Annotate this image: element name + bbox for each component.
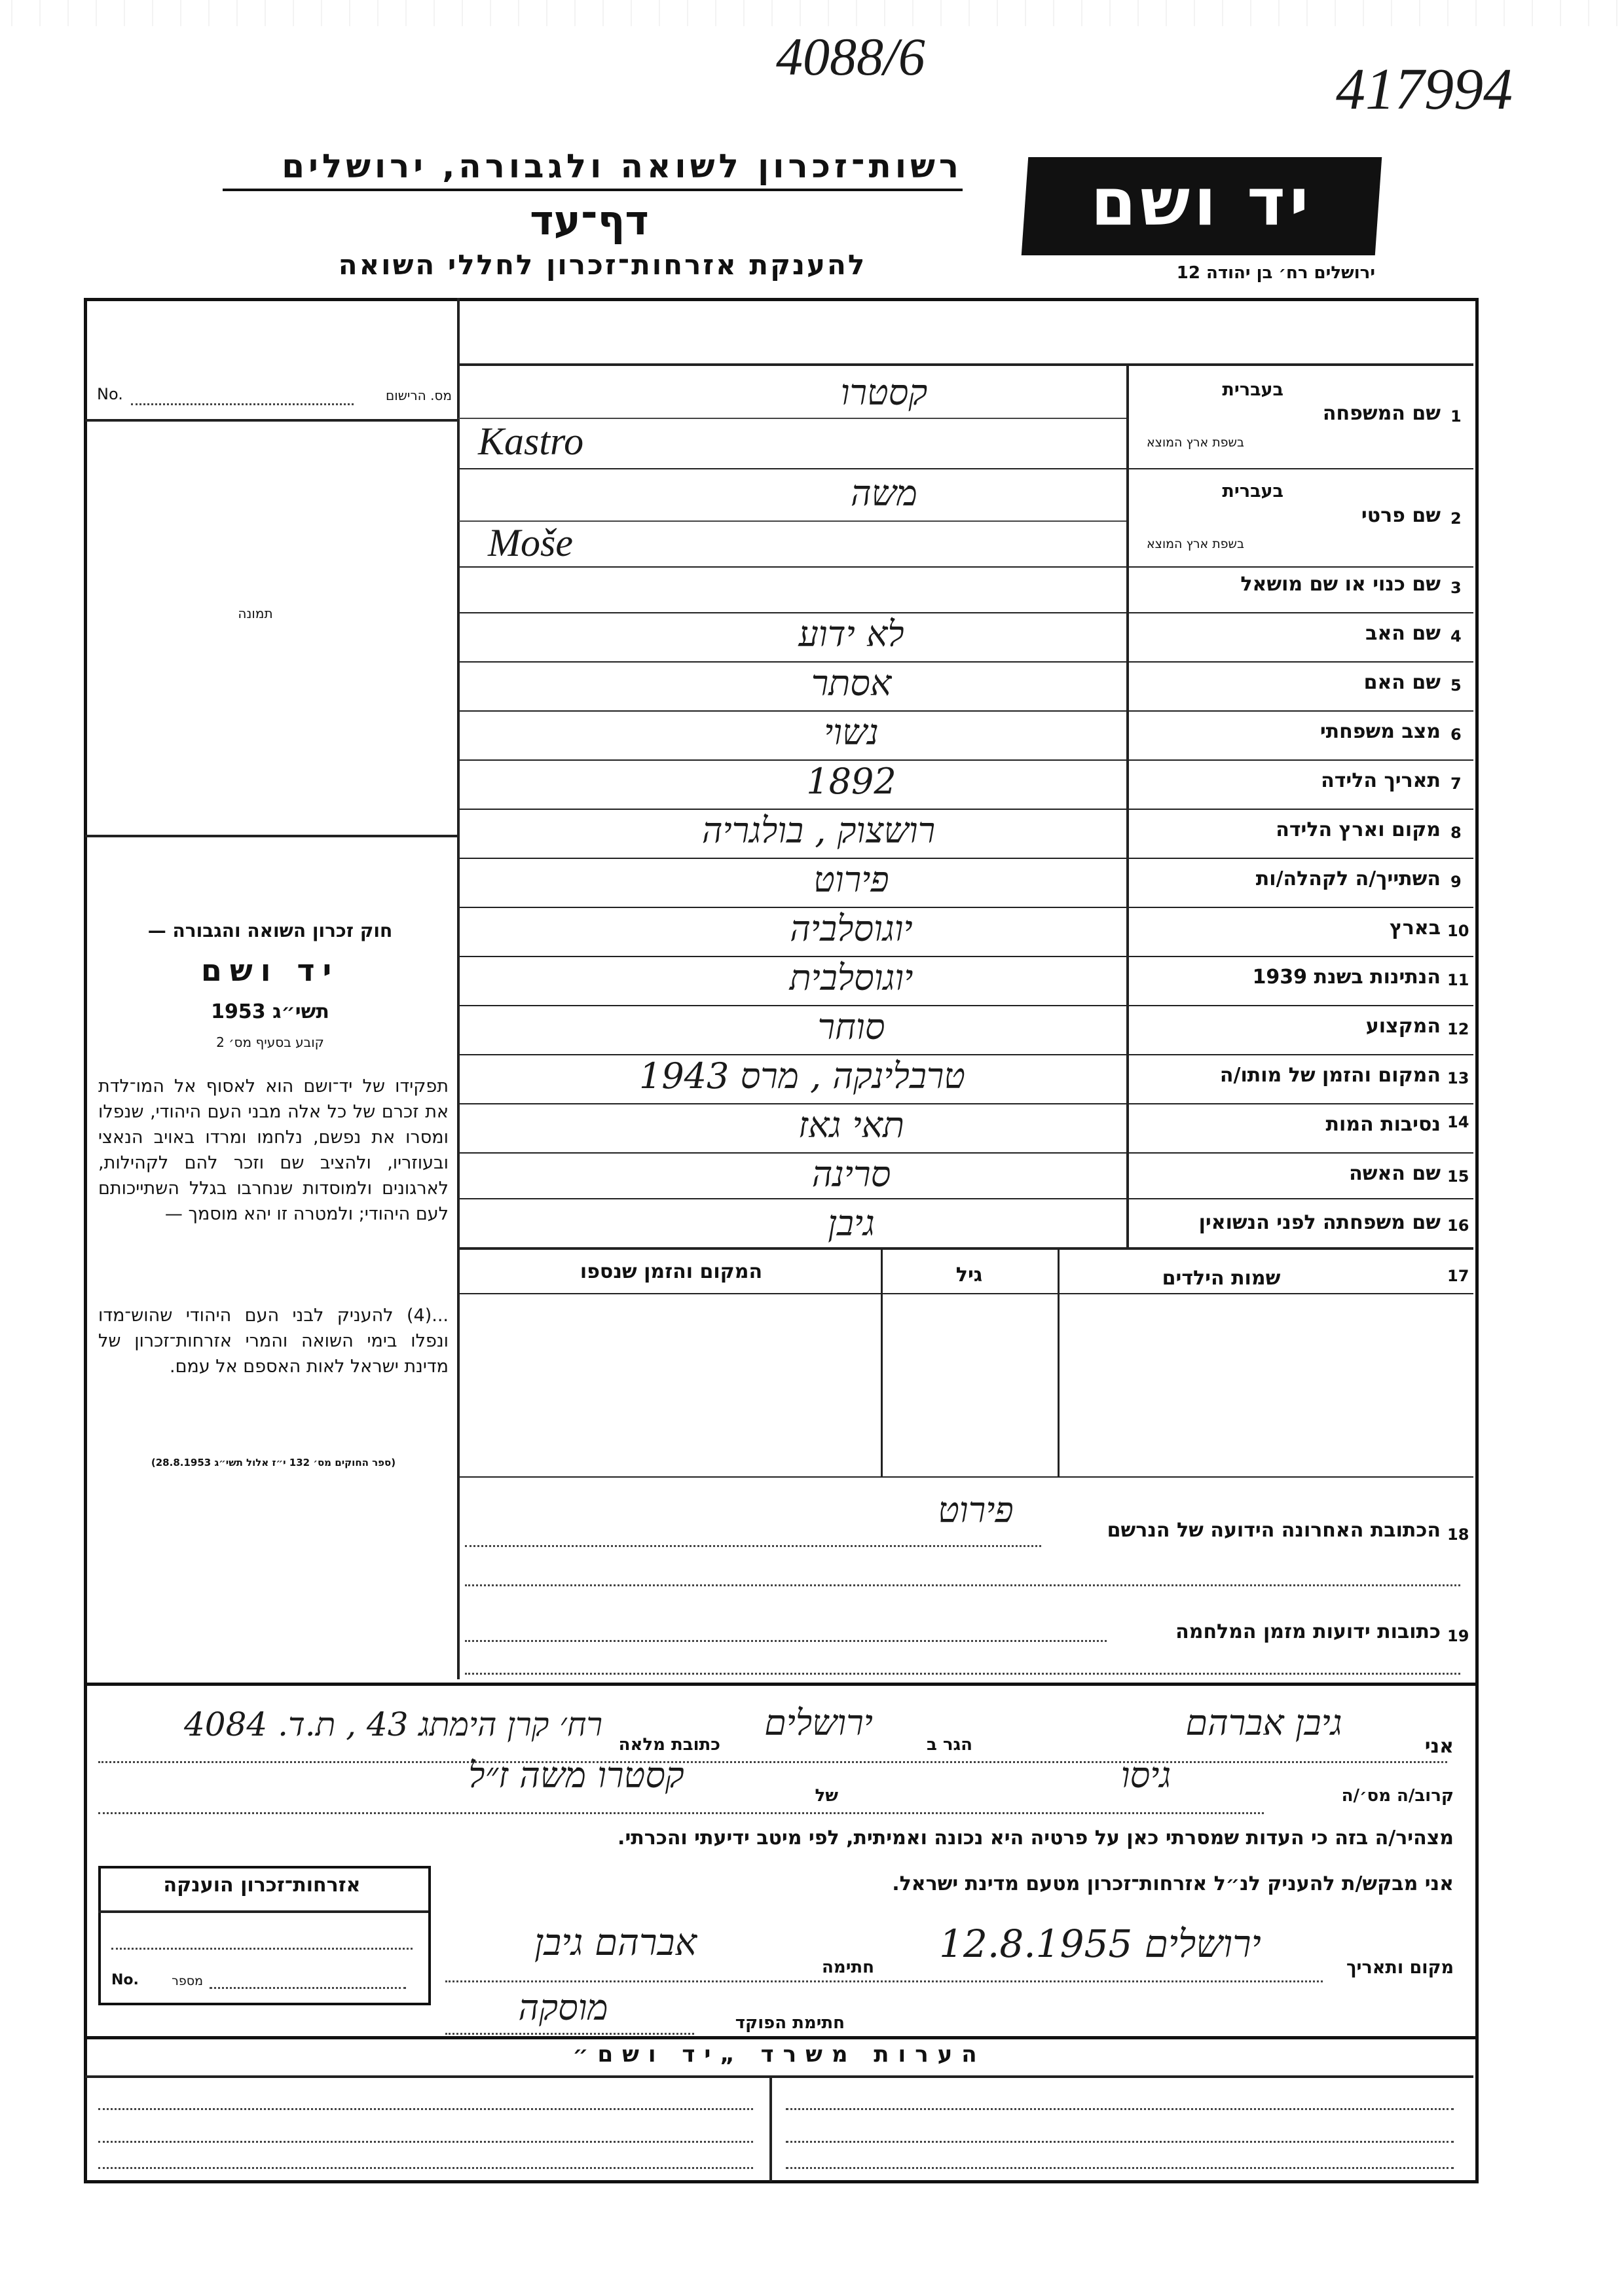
field-10-value: יוגוסלביה (790, 908, 913, 949)
field-15-number: 15 (1447, 1167, 1469, 1186)
field-19-line (465, 1673, 1460, 1675)
field-9-value: פירוט (813, 859, 889, 900)
declaration-line (98, 1812, 1264, 1814)
field-16-value: גיבן (828, 1203, 875, 1244)
officer-line (445, 2033, 694, 2035)
law-heading: חוק זכרון השואה והגבורה — (147, 920, 393, 941)
registration-no-label: No. (97, 385, 123, 403)
field-7-value: 1892 (806, 761, 896, 802)
citizenship-no: No. (111, 1972, 139, 1988)
children-col-divider (881, 1247, 883, 1476)
field-14-value: תאי גאז (798, 1104, 904, 1146)
officer-signature: מוסקה (518, 1987, 608, 2028)
archive-number-right: 417994 (1336, 57, 1513, 122)
field-15-label: שם האשה (1349, 1162, 1441, 1185)
declaration-ani: אני (1424, 1735, 1454, 1758)
field-7-label: תאריך הלידה (1321, 769, 1441, 792)
relation: גיסו (1120, 1755, 1172, 1796)
field-1-number: 1 (1450, 407, 1462, 426)
notes-rule (85, 2075, 1473, 2078)
citizenship-line (111, 1948, 413, 1950)
field-1-sub-foreign: בשפת ארץ המוצא (1146, 435, 1244, 450)
children-place-header: המקום והזמן שנספו (580, 1260, 763, 1283)
registration-no-line (131, 403, 354, 405)
field-line (458, 468, 1473, 469)
field-12-value: סוחר (817, 1006, 885, 1048)
field-1-label: שם המשפחה (1322, 402, 1441, 425)
statement-2: אני מבקש/ת להעניק לנ״ל אזרחות־זכרון מטעם מדינת ישראל. (892, 1872, 1454, 1895)
field-line (458, 1247, 1473, 1250)
field-11-label: הנתינות בשנת 1939 (1252, 966, 1441, 989)
field-8-value: רושצוק , בולגריה (701, 810, 936, 851)
field-1-value-foreign: Kastro (478, 420, 584, 463)
top-divider (458, 363, 1473, 366)
field-9-number: 9 (1450, 873, 1462, 891)
signature-line (445, 1980, 1323, 1982)
field-19-number: 19 (1447, 1627, 1469, 1645)
law-year: תשי״ג 1953 (211, 1000, 329, 1023)
notes-divider (769, 2077, 772, 2181)
form-title: דף־עד (530, 196, 649, 244)
notes-line (786, 2108, 1454, 2110)
field-5-value: אסתר (811, 663, 892, 704)
field-2-sub-foreign: בשפת ארץ המוצא (1146, 537, 1244, 551)
children-bottom-rule (458, 1476, 1473, 1478)
field-4-value: לא ידוע (798, 613, 904, 655)
photo-label: תמונה (238, 606, 273, 621)
field-11-value: יוגוסלבית (789, 957, 913, 998)
notes-line (786, 2141, 1454, 2143)
city: ירושלים (764, 1702, 873, 1743)
field-4-number: 4 (1450, 627, 1462, 646)
field-8-number: 8 (1450, 824, 1462, 842)
field-16-label: שם משפחתה לפני הנשואין (1198, 1211, 1441, 1234)
field-2-sub-hebrew: בעברית (1222, 481, 1283, 501)
place-date-label: מקום ותאריך (1346, 1958, 1454, 1978)
notes-line (98, 2167, 753, 2169)
field-1-sub-hebrew: בעברית (1222, 380, 1283, 400)
law-text-2: ...(4) להעניק לבני העם היהודי שהוש־מדו ונפלו בימי השואה והמרי אזרחות־זכרון של מדינת ישראל לאות האספם אל עמם. (98, 1305, 449, 1377)
citizenship-title: אזרחות־זכרון הוענקה (163, 1874, 361, 1897)
field-18-line (465, 1584, 1460, 1586)
citizenship-number-line (210, 1987, 406, 1989)
field-line (458, 1198, 1473, 1199)
address: ירושלים רח׳ בן יהודה 12 (1176, 263, 1375, 283)
field-14-number: 14 (1447, 1113, 1469, 1131)
citizenship-number-label: מספר (172, 1974, 203, 1988)
field-2-value-hebrew: משה (851, 473, 917, 514)
full-address-label: כתובת מלאה (618, 1735, 720, 1755)
law-text: תפקידו של יד־ושם הוא לאסוף אל המו־לדת את זכרם של כל אלה מבני העם היהודי, שנפלו ומסרו את נפשם, נלחמו ומרדו באויב הנאצי ובעוזריו, ולהציב שם וזכר להם לקהילות, לארגונים ולמוסדות שנחרבו בגלל השתייכותם לעם היהודי; ולמטרה זו יהא מוסמך — (98, 1076, 449, 1224)
deceased-name: קסטרו משה ז״ל (468, 1755, 684, 1796)
notes-line (98, 2108, 753, 2110)
form-subtitle: להענקת אזרחות־זכרון לחללי השואה (338, 249, 867, 281)
signature: אברהם גיבן (534, 1922, 697, 1964)
field-5-label: שם האם (1363, 671, 1441, 694)
field-17-number: 17 (1447, 1267, 1469, 1285)
field-14-label: נסיבות המות (1325, 1113, 1441, 1136)
of-label: של (815, 1786, 838, 1806)
field-19-label: כתובות ידועות מזמן המלחמה (1175, 1620, 1441, 1643)
field-4-label: שם האב (1365, 622, 1441, 645)
declarant-name: גיבן אברהם (1185, 1702, 1342, 1743)
field-5-number: 5 (1450, 676, 1462, 695)
field-3-label: שם כנוי או שם מושאל (1240, 573, 1441, 596)
field-9-label: השתייך/ה לקהלה/ות (1255, 867, 1441, 890)
photo-bottom-rule (85, 835, 458, 837)
registration-label: מס. הרישום (386, 388, 452, 403)
notes-title: הערות משרד „יד ושם״ (572, 2041, 986, 2068)
officer-label: חתימת הפוקד (735, 2013, 845, 2033)
field-13-number: 13 (1447, 1069, 1469, 1087)
authority-title: רשות־זכרון לשואה ולגבורה, ירושלים (282, 147, 963, 185)
authority-underline (223, 189, 963, 191)
field-13-label: המקום והזמן של מותו/ה (1219, 1064, 1441, 1087)
law-section: קובע בסעיף מס׳ 2 (216, 1034, 324, 1050)
field-19-line (465, 1640, 1107, 1642)
notes-line (786, 2167, 1454, 2169)
notes-line (98, 2141, 753, 2143)
left-column-divider (457, 298, 460, 1679)
field-18-line (465, 1545, 1041, 1547)
resides-in-label: הגר ב (926, 1735, 972, 1755)
children-names-header: שמות הילדים (1162, 1267, 1281, 1290)
labels-divider (1126, 363, 1129, 1247)
field-2-label: שם פרטי (1361, 504, 1441, 527)
field-8-label: מקום וארץ הלידה (1276, 818, 1441, 841)
field-6-label: מצב משפחתי (1320, 720, 1441, 743)
field-12-number: 12 (1447, 1020, 1469, 1038)
field-12-label: המקצוע (1365, 1015, 1441, 1038)
field-13-value: טרבלינקה , מרס 1943 (638, 1055, 966, 1097)
field-6-value: נשוי (824, 712, 879, 753)
statement-1: מצהיר/ה בזה כי העדות שמסרתי כאן על פרטיה היא נכונה ואמיתית, לפי מיטב ידיעתי והכרתי. (618, 1827, 1454, 1850)
field-1-value-hebrew: קסטרו (840, 372, 928, 413)
full-address: רח׳ קרן הימתג 43 , ת.ד. 4084 (183, 1705, 602, 1743)
children-header-rule (458, 1293, 1473, 1294)
field-16-number: 16 (1447, 1216, 1469, 1235)
field-18-number: 18 (1447, 1525, 1469, 1544)
scan-noise (0, 0, 1624, 26)
field-3-number: 3 (1450, 579, 1462, 597)
field-11-number: 11 (1447, 971, 1469, 989)
field-18-value: פירוט (938, 1489, 1014, 1531)
citizenship-rule (98, 1910, 428, 1913)
field-6-number: 6 (1450, 725, 1462, 744)
logo-text: יד ושם (1090, 164, 1313, 240)
relative-label: קרוב/ה מס׳/ה (1341, 1786, 1454, 1806)
field-2-value-foreign: Moše (488, 521, 573, 564)
registration-rule (85, 419, 458, 422)
children-age-header: גיל (955, 1264, 983, 1286)
signature-label: חתימה (822, 1958, 874, 1977)
archive-number-center: 4088/6 (776, 27, 925, 86)
field-18-label: הכתובת האחרונה הידועה של הנרשם (1107, 1519, 1441, 1542)
place-date: ירושלים 12.8.1955 (939, 1922, 1261, 1966)
field-line (458, 566, 1473, 568)
field-10-number: 10 (1447, 922, 1469, 940)
field-2-number: 2 (1450, 509, 1462, 528)
law-name: יד ושם (200, 953, 340, 988)
field-10-label: בארץ (1389, 917, 1441, 939)
children-col-divider (1058, 1247, 1060, 1476)
field-7-number: 7 (1450, 774, 1462, 793)
field-15-value: סרינה (811, 1154, 891, 1195)
law-reference: (ספר החוקים מס׳ 132 י״ז אלול תשי״ג 28.8.1953) (151, 1457, 396, 1468)
